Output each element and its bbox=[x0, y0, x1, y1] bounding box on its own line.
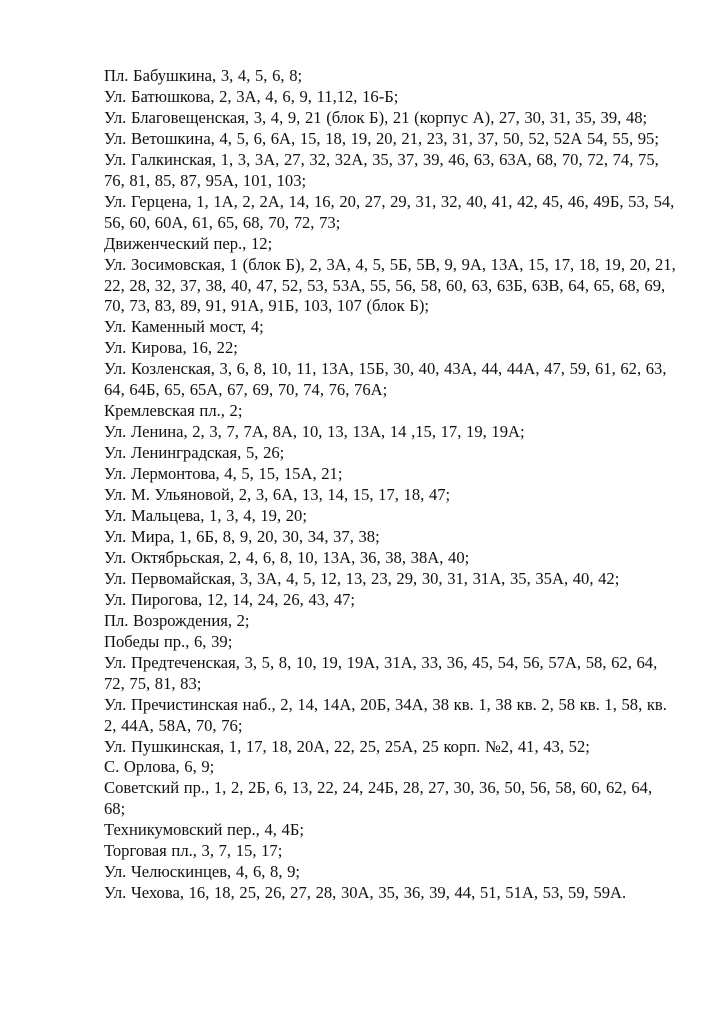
address-entry: Ул. Галкинская, 1, 3, 3А, 27, 32, 32А, 35, 37, 39, 46, 63, 63А, 68, 70, 72, 74, 75, 76, 81, 85, 87, 95А, 101, 103; bbox=[104, 149, 659, 190]
address-entry: Ул. Ветошкина, 4, 5, 6, 6А, 15, 18, 19, 20, 21, 23, 31, 37, 50, 52, 52А 54, 55, 95; bbox=[104, 128, 659, 148]
address-entry: Ул. Лермонтова, 4, 5, 15, 15А, 21; bbox=[104, 464, 343, 484]
address-entry: Ул. Каменный мост, 4; bbox=[104, 317, 264, 337]
address-entry: Ул. Кирова, 16, 22; bbox=[104, 338, 238, 358]
address-entry: Ул. Ленина, 2, 3, 7, 7А, 8А, 10, 13, 13А, 14 ,15, 17, 19, 19А; bbox=[104, 422, 525, 442]
address-entry: Пл. Бабушкина, 3, 4, 5, 6, 8; bbox=[104, 66, 303, 85]
address-entry: Ул. Челюскинцев, 4, 6, 8, 9; bbox=[104, 862, 301, 882]
address-entry: Пл. Возрождения, 2; bbox=[104, 610, 250, 630]
address-entry: Ул. Ленинградская, 5, 26; bbox=[104, 443, 285, 463]
address-entry: Ул. Зосимовская, 1 (блок Б), 2, 3А, 4, 5, 5Б, 5В, 9, 9А, 13А, 15, 17, 18, 19, 20, 21, 22, 28, 32, 37, 38, 40, 47, 52, 53, 53А, 55, 56, 58, 60, 63, 63Б, 63В, 64, 65, 68, 69, 70, 73, 83, 89, 91, 91А, 91Б, 103, 107 (блок Б); bbox=[104, 254, 676, 316]
address-entry: Ул. Пушкинская, 1, 17, 18, 20А, 22, 25, 25А, 25 корп. №2, 41, 43, 52; bbox=[104, 736, 590, 756]
address-list bbox=[104, 66, 676, 904]
address-entry: Ул. М. Ульяновой, 2, 3, 6А, 13, 14, 15, 17, 18, 47; bbox=[104, 485, 451, 505]
address-entry: Техникумовский пер., 4, 4Б; bbox=[104, 820, 305, 840]
address-entry: Победы пр., 6, 39; bbox=[104, 631, 233, 651]
address-entry: Ул. Герцена, 1, 1А, 2, 2А, 14, 16, 20, 27, 29, 31, 32, 40, 41, 42, 45, 46, 49Б, 53, 54, 56, 60, 60А, 61, 65, 68, 70, 72, 73; bbox=[104, 191, 675, 232]
address-entry: С. Орлова, 6, 9; bbox=[104, 757, 215, 777]
address-entry: Ул. Мира, 1, 6Б, 8, 9, 20, 30, 34, 37, 38; bbox=[104, 526, 380, 546]
address-entry: Ул. Козленская, 3, 6, 8, 10, 11, 13А, 15Б, 30, 40, 43А, 44, 44А, 47, 59, 61, 62, 63, 64, 64Б, 65, 65А, 67, 69, 70, 74, 76, 76А; bbox=[104, 359, 667, 400]
address-entry: Ул. Первомайская, 3, 3А, 4, 5, 12, 13, 23, 29, 30, 31, 31А, 35, 35А, 40, 42; bbox=[104, 568, 620, 588]
address-entry: Движенческий пер., 12; bbox=[104, 233, 273, 253]
address-entry: Ул. Пречистинская наб., 2, 14, 14А, 20Б, 34А, 38 кв. 1, 38 кв. 2, 58 кв. 1, 58, кв. 2, 44А, 58А, 70, 76; bbox=[104, 694, 667, 735]
address-entry: Ул. Предтеченская, 3, 5, 8, 10, 19, 19А, 31А, 33, 36, 45, 54, 56, 57А, 58, 62, 64, 72, 75, 81, 83; bbox=[104, 652, 658, 693]
address-entry: Ул. Благовещенская, 3, 4, 9, 21 (блок Б), 21 (корпус А), 27, 30, 31, 35, 39, 48; bbox=[104, 107, 648, 127]
address-entry: Ул. Мальцева, 1, 3, 4, 19, 20; bbox=[104, 506, 307, 526]
address-entry: Кремлевская пл., 2; bbox=[104, 401, 243, 421]
address-entry: Торговая пл., 3, 7, 15, 17; bbox=[104, 841, 283, 861]
address-entry: Ул. Пирогова, 12, 14, 24, 26, 43, 47; bbox=[104, 589, 356, 609]
address-entry: Советский пр., 1, 2, 2Б, 6, 13, 22, 24, 24Б, 28, 27, 30, 36, 50, 56, 58, 60, 62, 64, 68; bbox=[104, 778, 653, 819]
address-entry: Ул. Батюшкова, 2, 3А, 4, 6, 9, 11,12, 16-Б; bbox=[104, 86, 399, 106]
address-entry: Ул. Октябрьская, 2, 4, 6, 8, 10, 13А, 36, 38, 38А, 40; bbox=[104, 547, 470, 567]
address-entry: Ул. Чехова, 16, 18, 25, 26, 27, 28, 30А, 35, 36, 39, 44, 51, 51А, 53, 59, 59А. bbox=[104, 883, 627, 903]
